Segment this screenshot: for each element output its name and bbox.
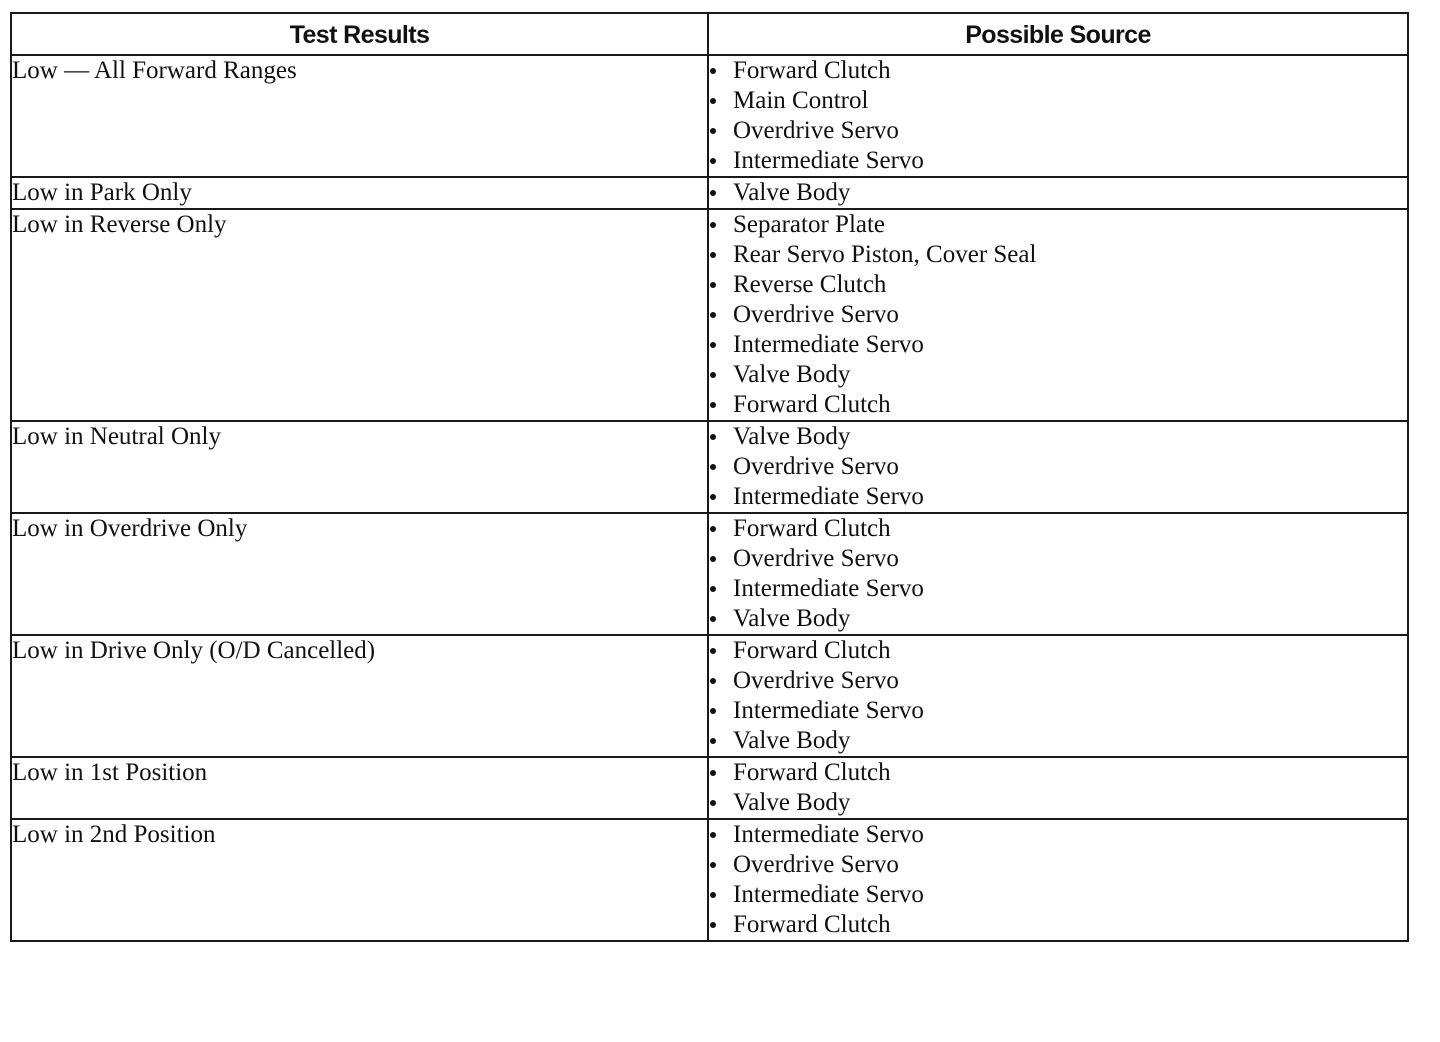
source-list-item — [709, 422, 1407, 452]
source-list-item — [709, 300, 1407, 330]
source-list-item — [709, 604, 1407, 634]
test-result-cell: Low in 1st Position — [11, 757, 708, 819]
possible-source-cell — [708, 513, 1408, 635]
source-list-item — [709, 726, 1407, 756]
possible-source-cell — [708, 177, 1408, 209]
header-test-results: Test Results — [11, 13, 708, 55]
possible-source-cell — [708, 757, 1408, 819]
header-row — [11, 13, 1408, 55]
test-result-cell: Low in Neutral Only — [11, 421, 708, 513]
source-list-item — [709, 880, 1407, 910]
header-possible-source: Possible Source — [708, 13, 1408, 55]
source-list-item — [709, 758, 1407, 788]
table-row — [11, 819, 1408, 941]
table-body — [11, 55, 1408, 941]
source-list — [709, 514, 1407, 634]
possible-source-cell — [708, 819, 1408, 941]
source-label: Overdrive Servo — [733, 545, 899, 572]
possible-source-cell — [708, 635, 1408, 757]
source-label: Overdrive Servo — [733, 453, 899, 480]
source-list-item — [709, 146, 1407, 176]
possible-source-cell — [708, 209, 1408, 421]
table-row — [11, 757, 1408, 819]
source-list-item — [709, 360, 1407, 390]
source-label: Intermediate Servo — [733, 881, 924, 908]
source-list-item — [709, 178, 1407, 208]
table-row — [11, 177, 1408, 209]
source-list-item — [709, 850, 1407, 880]
possible-source-cell — [708, 55, 1408, 177]
source-list-item — [709, 330, 1407, 360]
source-list — [709, 210, 1407, 420]
source-list-item — [709, 270, 1407, 300]
source-list — [709, 758, 1407, 818]
source-label: Forward Clutch — [733, 759, 891, 786]
test-result-cell: Low — All Forward Ranges — [11, 55, 708, 177]
source-label: Intermediate Servo — [733, 821, 924, 848]
source-list-item — [709, 210, 1407, 240]
table-row — [11, 513, 1408, 635]
source-list-item — [709, 514, 1407, 544]
source-label: Intermediate Servo — [733, 697, 924, 724]
source-list — [709, 820, 1407, 940]
source-list-item — [709, 390, 1407, 420]
document — [10, 12, 1407, 942]
source-list — [709, 636, 1407, 756]
source-label: Valve Body — [733, 179, 851, 206]
test-result-cell: Low in Overdrive Only — [11, 513, 708, 635]
source-list — [709, 56, 1407, 176]
source-list-item — [709, 86, 1407, 116]
source-label: Forward Clutch — [733, 391, 891, 418]
source-label: Valve Body — [733, 605, 851, 632]
table-row — [11, 55, 1408, 177]
test-results-table — [10, 12, 1409, 942]
source-list-item — [709, 666, 1407, 696]
source-label: Overdrive Servo — [733, 117, 899, 144]
table-row — [11, 421, 1408, 513]
source-label: Forward Clutch — [733, 515, 891, 542]
source-list-item — [709, 574, 1407, 604]
source-list-item — [709, 910, 1407, 940]
source-label: Main Control — [733, 87, 869, 114]
table-row — [11, 209, 1408, 421]
source-label: Forward Clutch — [733, 911, 891, 938]
source-label: Overdrive Servo — [733, 667, 899, 694]
source-label: Overdrive Servo — [733, 851, 899, 878]
source-list-item — [709, 544, 1407, 574]
source-label: Forward Clutch — [733, 57, 891, 84]
source-list-item — [709, 696, 1407, 726]
source-label: Intermediate Servo — [733, 483, 924, 510]
source-list-item — [709, 56, 1407, 86]
source-list-item — [709, 482, 1407, 512]
source-label: Intermediate Servo — [733, 147, 924, 174]
source-list-item — [709, 820, 1407, 850]
test-result-cell: Low in 2nd Position — [11, 819, 708, 941]
source-list — [709, 422, 1407, 512]
source-list-item — [709, 116, 1407, 146]
table-row — [11, 635, 1408, 757]
source-list — [709, 178, 1407, 208]
source-label: Valve Body — [733, 789, 851, 816]
source-label: Valve Body — [733, 727, 851, 754]
test-result-cell: Low in Drive Only (O/D Cancelled) — [11, 635, 708, 757]
source-label: Valve Body — [733, 423, 851, 450]
source-list-item — [709, 788, 1407, 818]
source-list-item — [709, 636, 1407, 666]
test-result-cell: Low in Park Only — [11, 177, 708, 209]
source-list-item — [709, 240, 1407, 270]
source-label: Forward Clutch — [733, 637, 891, 664]
source-label: Overdrive Servo — [733, 301, 899, 328]
source-label: Separator Plate — [733, 211, 886, 238]
source-label: Rear Servo Piston, Cover Seal — [733, 241, 1037, 268]
source-label: Reverse Clutch — [733, 271, 887, 298]
source-label: Valve Body — [733, 361, 851, 388]
test-result-cell: Low in Reverse Only — [11, 209, 708, 421]
source-list-item — [709, 452, 1407, 482]
source-label: Intermediate Servo — [733, 331, 924, 358]
source-label: Intermediate Servo — [733, 575, 924, 602]
possible-source-cell — [708, 421, 1408, 513]
